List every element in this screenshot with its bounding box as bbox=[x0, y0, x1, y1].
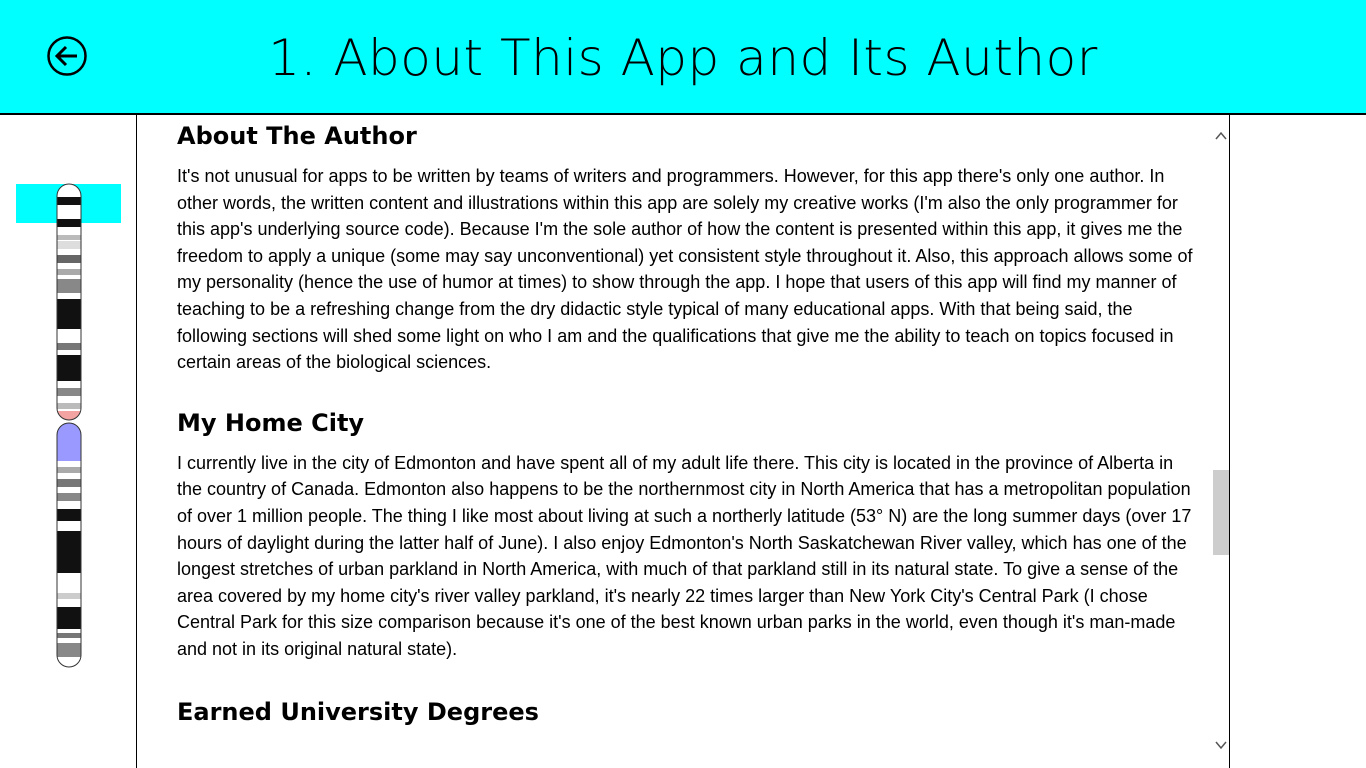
section-heading: My Home City bbox=[177, 408, 365, 437]
chevron-down-icon[interactable] bbox=[1214, 738, 1228, 752]
vertical-scrollbar[interactable] bbox=[1213, 115, 1230, 768]
article-content[interactable] bbox=[137, 115, 1213, 768]
section-body: It's not unusual for apps to be written by teams of writers and programmers. However, for this app there's only one author. In other words, the written content and illustrations within this app are solely my creative works (I'm also the only programmer for this app's underlying source code). Because I'm the sole author of how the content is presented within this app, it gives me the freedom to apply a unique (some may say unconventional) yet consistent style throughout it. Also, this approach allows some of my personality (hence the use of humor at times) to show through the app. I hope that users of this app will find my manner of teaching to be a refreshing change from the dry didactic style typical of many educational apps. With that being said, the following sections will shed some light on who I am and the qualifications that give me the ability to teach on topics focused in certain areas of the biological sciences. bbox=[177, 166, 1193, 373]
section-about-the-author bbox=[177, 119, 1197, 376]
chevron-up-icon[interactable] bbox=[1214, 129, 1228, 143]
header-bar bbox=[0, 0, 1366, 115]
scrollbar-thumb[interactable] bbox=[1213, 470, 1229, 555]
section-my-home-city bbox=[177, 406, 1197, 663]
page-title: 1. About This App and Its Author bbox=[268, 29, 1098, 87]
section-earned-university-degrees bbox=[177, 695, 1197, 729]
section-heading: About The Author bbox=[177, 122, 417, 150]
section-body: I currently live in the city of Edmonton and have spent all of my adult life there. This city is located in the province of Alberta in the country of Canada. Edmonton also happens to be the northernmost city in North America that has a metropolitan population of over 1 million people. The thing I like most about living at such a northerly latitude (53° N) are the long summer days (over 17 hours of daylight during the latter half of June). I also enjoy Edmonton's North Saskatchewan River valley, which has one of the longest stretches of urban parkland in North America, with much of that parkland still in its natural state. To give a sense of the area covered by my home city's river valley parkland, it's nearly 22 times larger than New York City's Central Park (I chose Central Park for this size comparison because it's one of the best known urban parks in the world, even though it's man-made and not in its original natural state). bbox=[177, 452, 1192, 659]
section-heading: Earned University Degrees bbox=[177, 697, 539, 726]
chromosome-navigator bbox=[0, 115, 137, 768]
chromosome-ideogram-icon[interactable] bbox=[56, 183, 82, 669]
